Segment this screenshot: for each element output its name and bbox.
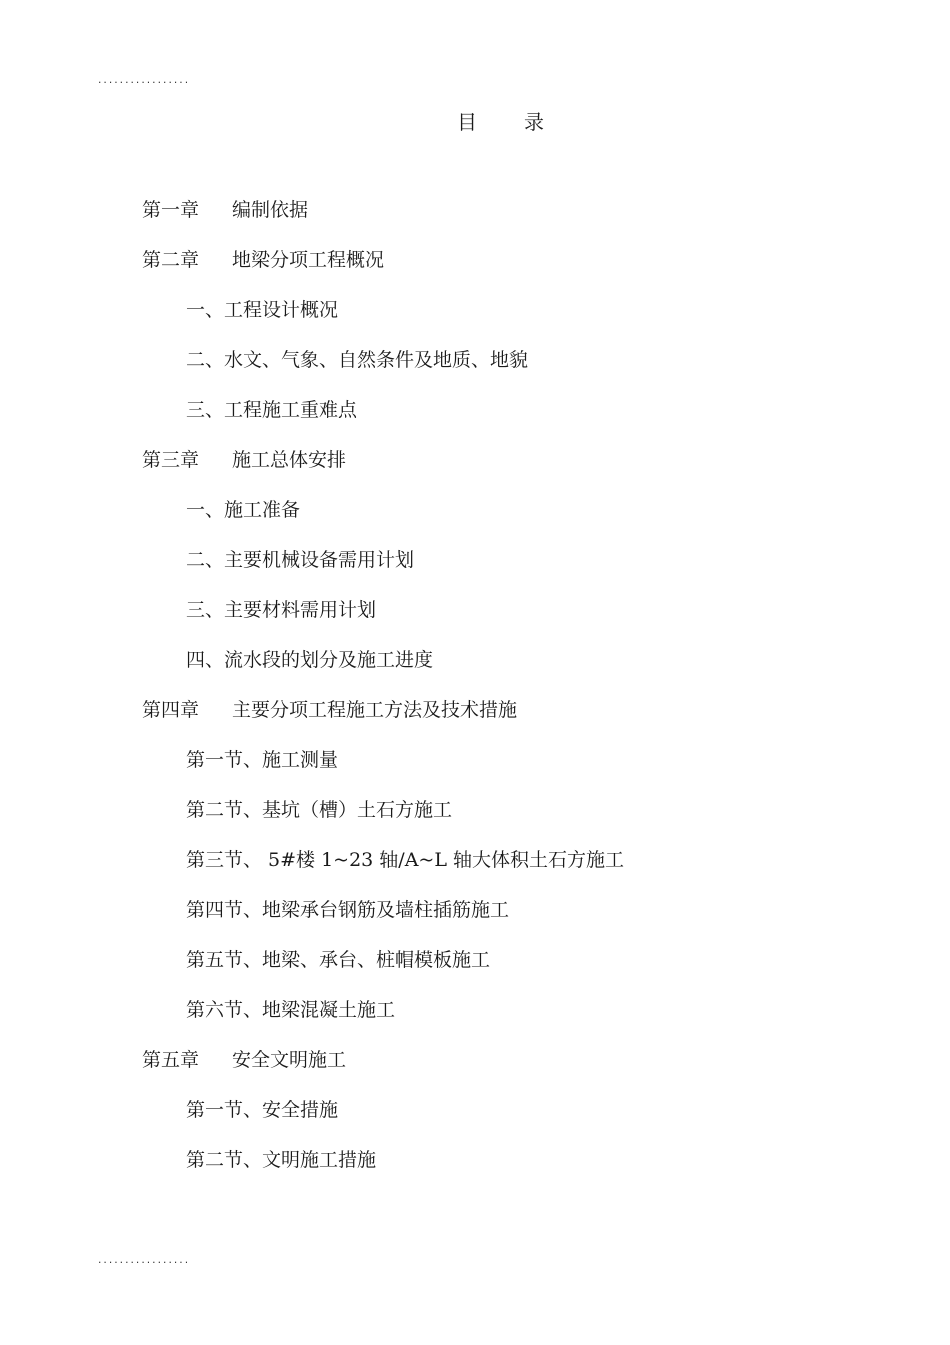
toc-section-entry[interactable]: [0, 646, 950, 696]
chapter-number: 第五章: [142, 1049, 200, 1071]
section-title: 三、主要材料需用计划: [186, 599, 377, 621]
section-title: 第五节、地梁、承台、桩帽模板施工: [186, 949, 491, 971]
toc-section-entry[interactable]: [0, 546, 950, 596]
toc-section-entry[interactable]: [0, 1096, 950, 1146]
section-title: 第六节、地梁混凝土施工: [186, 999, 396, 1021]
toc-section-entry[interactable]: [0, 996, 950, 1046]
section-title: 第一节、安全措施: [186, 1099, 339, 1121]
chapter-number: 第二章: [142, 249, 200, 271]
title-part-1: 目: [457, 110, 479, 134]
section-title: 第二节、文明施工措施: [186, 1149, 377, 1171]
section-title: 第三节、 5#楼 1~23 轴/A~L 轴大体积土石方施工: [186, 849, 625, 871]
section-title: 二、水文、气象、自然条件及地质、地貌: [186, 349, 529, 371]
toc-section-entry[interactable]: [0, 896, 950, 946]
toc-chapter-entry[interactable]: [0, 196, 950, 246]
chapter-number: 第三章: [142, 449, 200, 471]
toc-section-entry[interactable]: [0, 796, 950, 846]
toc-section-entry[interactable]: [0, 846, 950, 896]
toc-section-entry[interactable]: [0, 346, 950, 396]
chapter-title: 编制依据: [232, 199, 309, 221]
section-title: 一、工程设计概况: [186, 299, 339, 321]
header-dots: .................: [97, 76, 190, 86]
toc-section-entry[interactable]: [0, 1146, 950, 1196]
section-title: 二、主要机械设备需用计划: [186, 549, 415, 571]
toc-section-entry[interactable]: [0, 296, 950, 346]
toc-chapter-entry[interactable]: [0, 1046, 950, 1096]
section-title: 三、工程施工重难点: [186, 399, 358, 421]
title-part-2: 录: [524, 110, 546, 134]
toc-section-entry[interactable]: [0, 746, 950, 796]
toc-section-entry[interactable]: [0, 596, 950, 646]
section-title: 第二节、基坑（槽）土石方施工: [186, 799, 453, 821]
chapter-number: 第一章: [142, 199, 200, 221]
section-title: 第四节、地梁承台钢筋及墙柱插筋施工: [186, 899, 510, 921]
toc-chapter-entry[interactable]: [0, 246, 950, 296]
chapter-title: 地梁分项工程概况: [232, 249, 385, 271]
chapter-title: 安全文明施工: [232, 1049, 347, 1071]
toc-section-entry[interactable]: [0, 396, 950, 446]
toc-section-entry[interactable]: [0, 946, 950, 996]
section-title: 四、流水段的划分及施工进度: [186, 649, 434, 671]
chapter-title: 主要分项工程施工方法及技术措施: [232, 699, 518, 721]
section-title: 一、施工准备: [186, 499, 301, 521]
table-of-contents: [0, 196, 950, 1196]
toc-chapter-entry[interactable]: [0, 696, 950, 746]
section-title: 第一节、施工测量: [186, 749, 339, 771]
chapter-title: 施工总体安排: [232, 449, 347, 471]
footer-dots: .................: [97, 1256, 190, 1266]
toc-section-entry[interactable]: [0, 496, 950, 546]
toc-chapter-entry[interactable]: [0, 446, 950, 496]
chapter-number: 第四章: [142, 699, 200, 721]
